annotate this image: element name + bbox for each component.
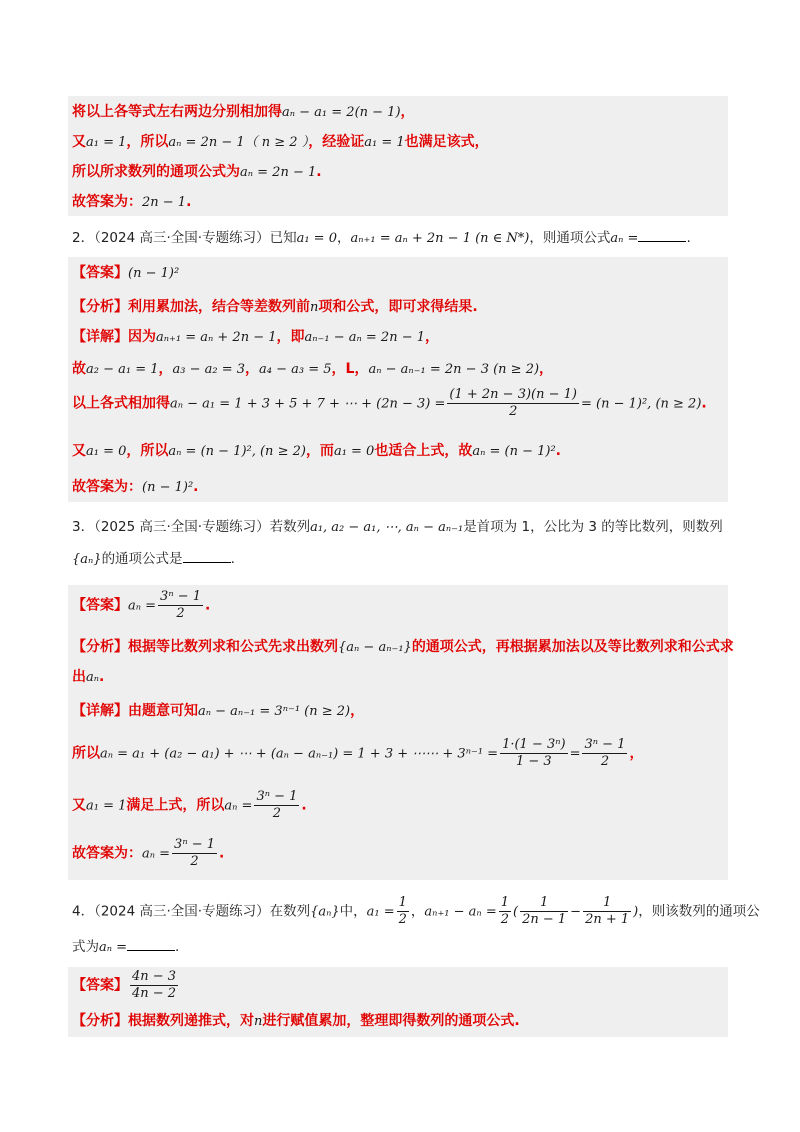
q2-answer: 【答案】(n − 1)²	[72, 265, 180, 281]
q4-answer: 【答案】 $\frac{4n - 3}{4n - 2}$	[72, 969, 177, 1001]
q4-analysis: 【分析】根据数列递推式，对n进行赋值累加，整理即得数列的通项公式.	[72, 1013, 520, 1029]
fraction: $\frac{\text{1·(1 − 3ⁿ)}}{1 - 3}$	[502, 737, 566, 769]
answer-blank	[127, 950, 175, 951]
q3-answer-line: 故答案为：aₙ = $\frac{\text{3ⁿ − 1}}{2}$ .	[72, 837, 225, 869]
q4-stem: 4．（2024 高三·全国·专题练习）在数列{aₙ}中，a₁ = $\frac{1}{2}$ ，aₙ₊₁ − aₙ = $\frac{1}{2}$ ( $\frac{1}{2n - 1}$ − $\frac{1}{2n + 1}$ )，则该数列的通项公 式为aₙ = .	[72, 895, 760, 955]
fraction: $\frac{(1 + 2n - 3)(n - 1)}{2}$	[449, 387, 577, 419]
fraction: $\frac{1}{2}$	[398, 895, 407, 927]
fraction: $\frac{1}{2}$	[500, 895, 509, 927]
fraction: $\frac{1}{2n - 1}$	[522, 895, 567, 927]
q2-answer-line: 故答案为：(n − 1)².	[72, 479, 199, 495]
q1-line-2: 又a₁ = 1，所以aₙ = 2n − 1（ n ≥ 2 ），经验证a₁ = 1也满足该式，	[72, 134, 489, 150]
q1-line-1: 将以上各等式左右两边分别相加得aₙ − a₁ = 2(n − 1)，	[72, 104, 415, 120]
q2-line-5: 以上各式相加得aₙ − a₁ = 1 + 3 + 5 + 7 + ⋯ + (2n − 3) = $\frac{(1 + 2n - 3)(n - 1)}{2}$ = (n − 1)², (n ≥ 2).	[72, 387, 707, 419]
q3-line-4: 所以aₙ = a₁ + (a₂ − a₁) + ⋯ + (aₙ − aₙ₋₁) = 1 + 3 + ⋯⋯ + 3ⁿ⁻¹ = $\frac{\text{1·(1 − 3ⁿ)}}{1 - 3}$ = $\frac{\text{3ⁿ − 1}}{2}$ ，	[72, 737, 644, 769]
fraction: $\frac{\text{3ⁿ − 1}}{2}$	[256, 789, 298, 821]
fraction: $\frac{\text{3ⁿ − 1}}{2}$	[160, 589, 202, 621]
q1-answer-line: 故答案为：2n − 1.	[72, 194, 192, 210]
q3-answer: 【答案】aₙ = $\frac{\text{3ⁿ − 1}}{2}$ .	[72, 589, 211, 621]
q2-analysis: 【分析】利用累加法，结合等差数列前n项和公式，即可求得结果.	[72, 299, 478, 315]
answer-blank	[638, 241, 686, 242]
fraction: $\frac{\text{3ⁿ − 1}}{2}$	[174, 837, 216, 869]
q1-line-3: 所以所求数列的通项公式为aₙ = 2n − 1.	[72, 164, 322, 180]
q3-analysis: 【分析】根据等比数列求和公式先求出数列{aₙ − aₙ₋₁}的通项公式，再根据累加法以及等比数列求和公式求	[72, 639, 734, 655]
q1-solution-block	[68, 96, 728, 216]
fraction: $\frac{\text{3ⁿ − 1}}{2}$	[584, 737, 626, 769]
q2-stem: 2．（2024 高三·全国·专题练习）已知a₁ = 0，aₙ₊₁ = aₙ + 2n − 1 (n ∈ N*)，则通项公式aₙ = .	[72, 230, 691, 246]
q3-stem: 3．（2025 高三·全国·专题练习）若数列a₁, a₂ − a₁, ⋯, aₙ − aₙ₋₁是首项为 1，公比为 3 的等比数列，则数列 {aₙ}的通项公式是 .	[72, 519, 723, 567]
fraction: $\frac{1}{2n + 1}$	[585, 895, 630, 927]
q3-line-5: 又a₁ = 1满足上式，所以aₙ = $\frac{\text{3ⁿ − 1}}{2}$ .	[72, 789, 307, 821]
q2-line-4: 故a₂ − a₁ = 1，a₃ − a₂ = 3，a₄ − a₃ = 5，L，aₙ − aₙ₋₁ = 2n − 3 (n ≥ 2)，	[72, 361, 554, 377]
q2-detail: 【详解】因为aₙ₊₁ = aₙ + 2n − 1，即aₙ₋₁ − aₙ = 2n − 1，	[72, 329, 439, 345]
q3-detail: 【详解】由题意可知aₙ − aₙ₋₁ = 3ⁿ⁻¹ (n ≥ 2)，	[72, 703, 365, 719]
q3-analysis-cont: 出aₙ.	[72, 669, 105, 685]
q3-solution-block	[68, 585, 734, 880]
q4-solution-block	[68, 967, 728, 1037]
answer-blank	[183, 562, 231, 563]
q2-solution-block	[68, 257, 728, 502]
q2-line-6: 又a₁ = 0，所以aₙ = (n − 1)², (n ≥ 2)，而a₁ = 0也适合上式，故aₙ = (n − 1)².	[72, 443, 561, 459]
fraction: $\frac{4n - 3}{4n - 2}$	[132, 969, 177, 1001]
